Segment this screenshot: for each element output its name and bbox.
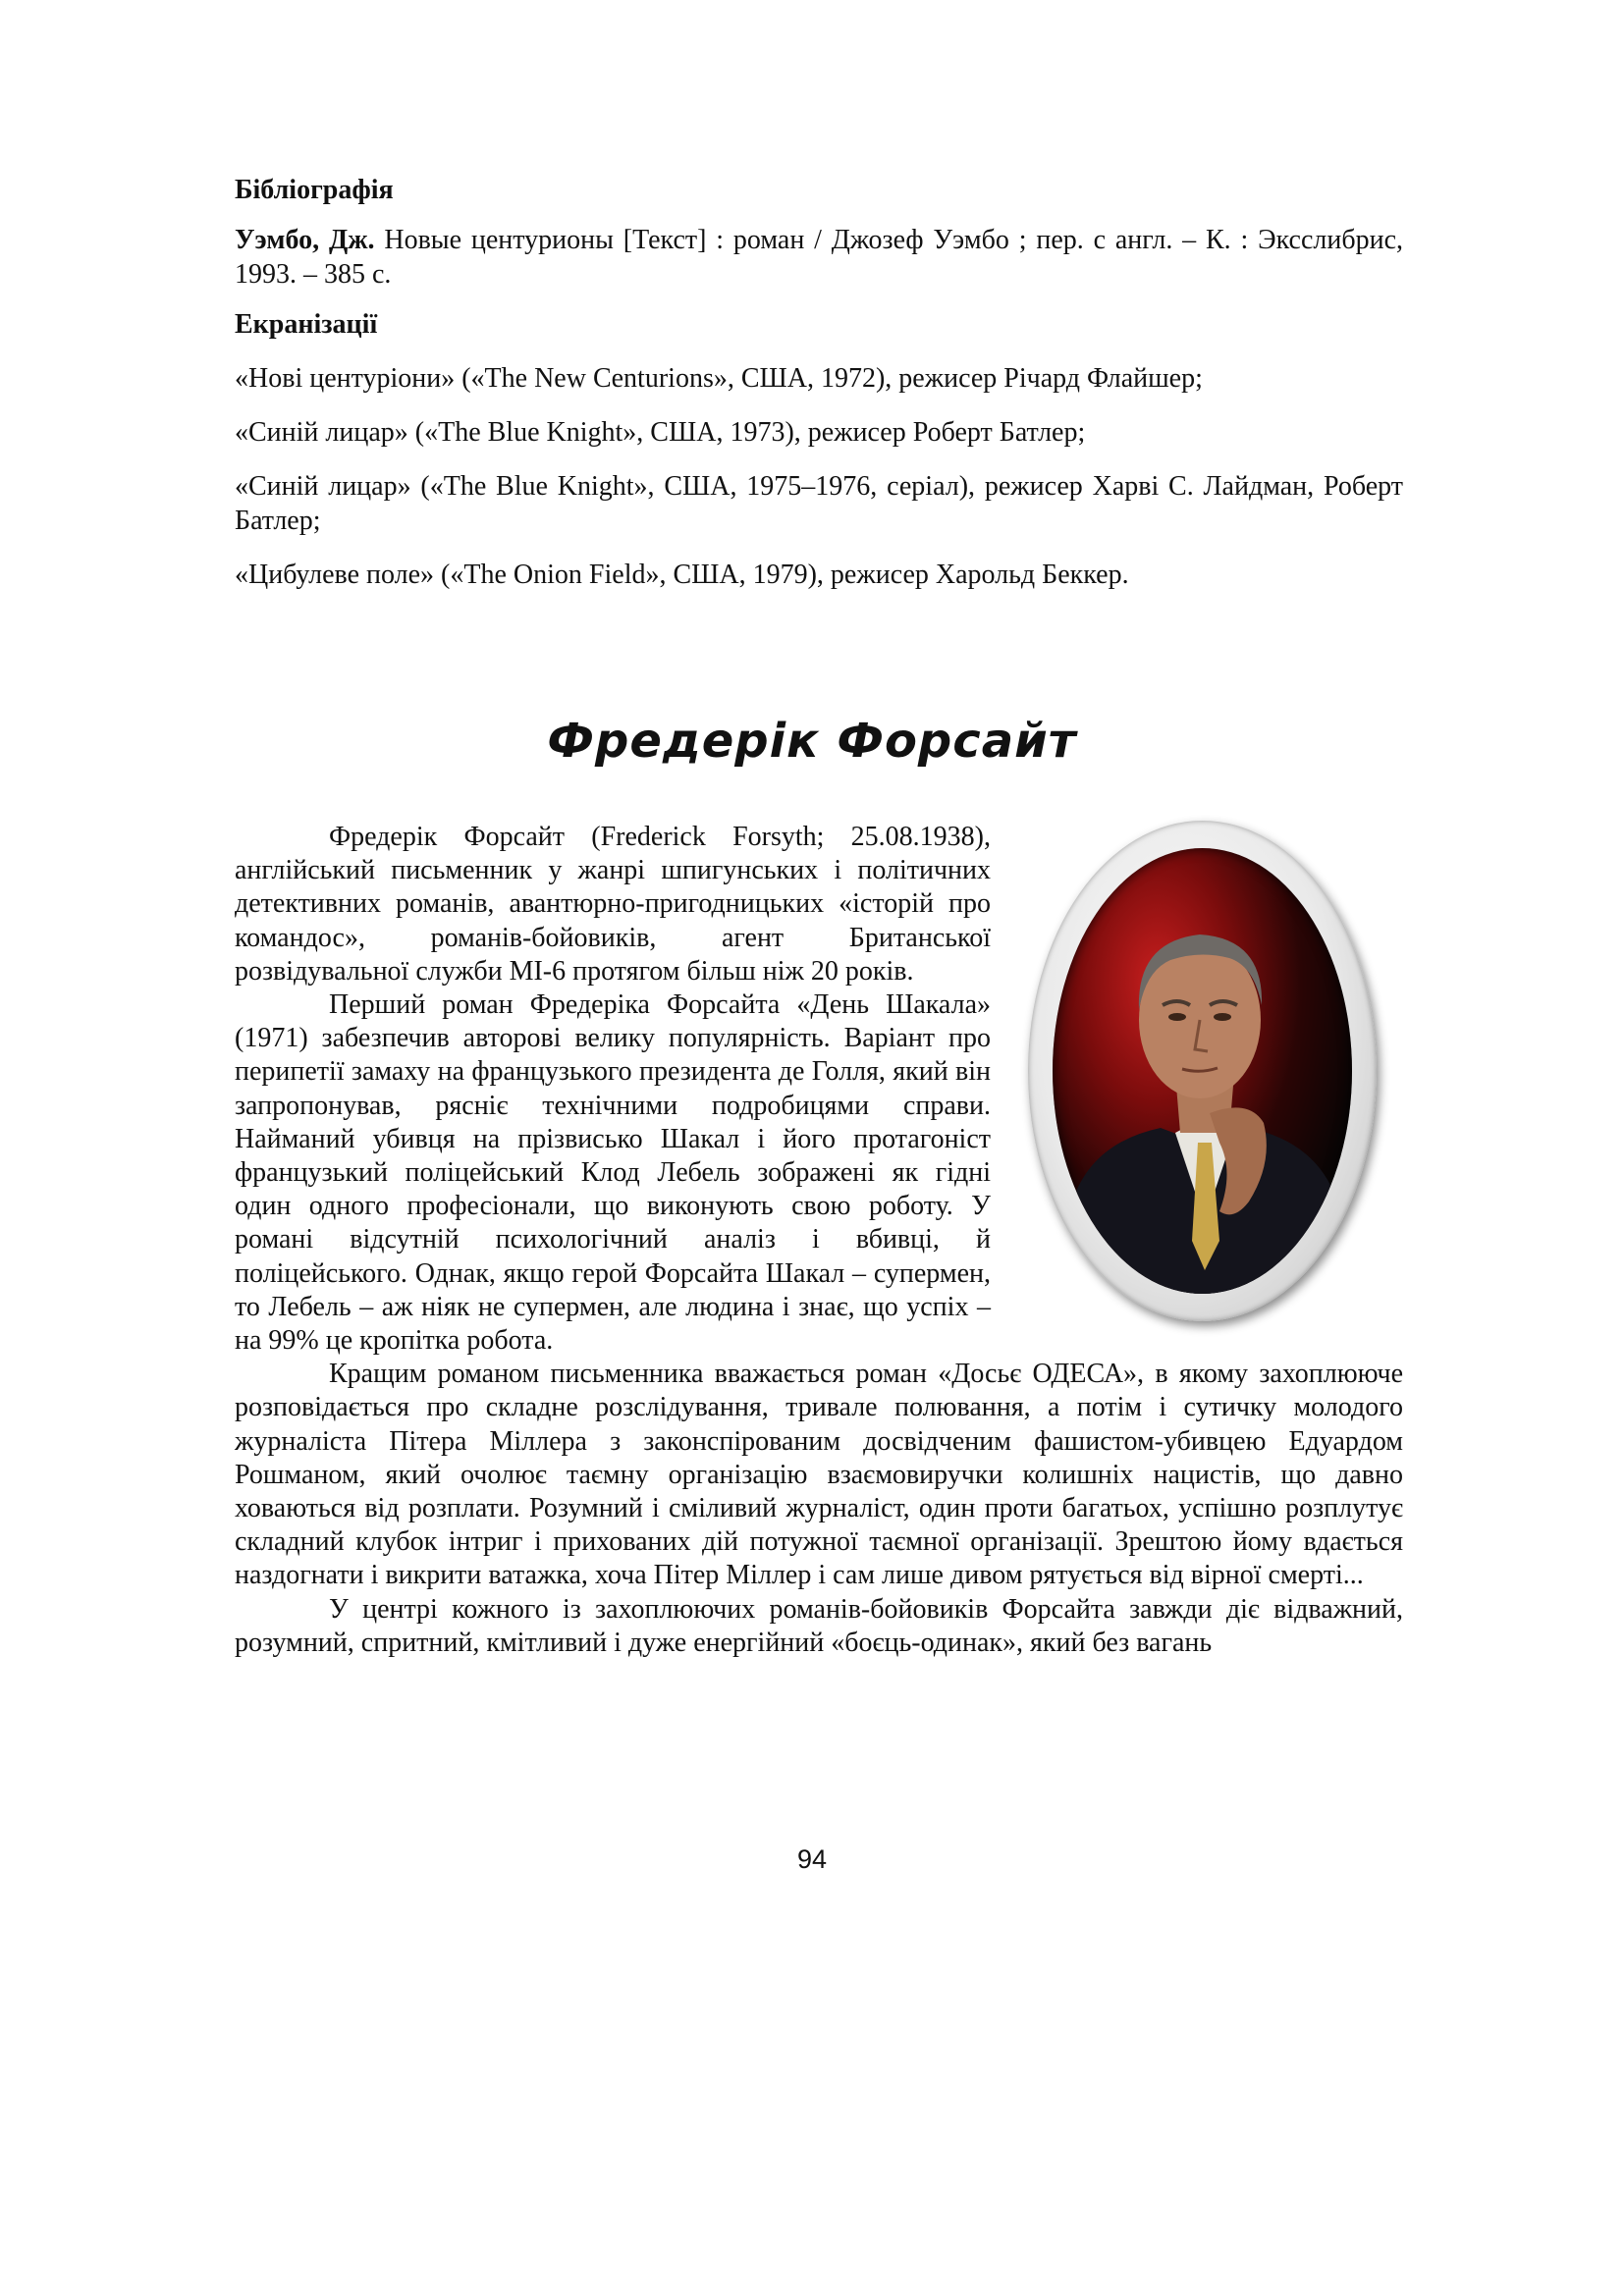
section-title: Фредерік Форсайт xyxy=(547,714,1077,769)
bibliography-heading: Бібліографія xyxy=(235,175,394,205)
portrait-frame xyxy=(1028,821,1377,1321)
biography-paragraph: Перший роман Фредеріка Форсайта «День Шакала» (1971) забезпечив авторові велику популярність. Варіант про перипетії замаху на французького президента де Голля, який він запропонував, рясніє технічними подробицями справи. Найманий убивця на прізвисько Шакал і його протагоніст французький поліцейський Клод Лебель зображені як гідні один одного професіонали, що виконують свою роботу. У романі відсутній психологічний аналіз і вбивці, й поліцейського. Однак, якщо герой Форсайта Шакал – супермен, то Лебель – аж ніяк не супермен, але людина і знає, що успіх – на 99% це кропітка робота. xyxy=(235,989,991,1357)
portrait-silhouette-icon xyxy=(1053,848,1352,1294)
portrait xyxy=(1010,821,1403,1331)
top-section xyxy=(235,173,1403,592)
biography-section xyxy=(235,821,1403,1660)
biography-paragraph: Кращим романом письменника вважається роман «Досьє ОДЕСА», в якому захоплююче розповідається про складне розслідування, тривале полювання, а потім і сутичку молодого журналіста Пітера Міллера з законспірованим досвідченим фашистом-убивцею Едуардом Рошманом, який очолює таємну організацію взаємовиручки колишніх нацистів, що давно ховаються від розплати. Розумний і сміливий журналіст, один проти багатьох, успішно розплутує складний клубок інтриг і прихованих дій потужної таємної організації. Зрештою йому вдається наздогнати і викрити ватажка, хоча Пітер Міллер і сам лише дивом рятується від вірної смерті... xyxy=(235,1359,1403,1591)
biography-paragraph: У центрі кожного із захоплюючих романів-бойовиків Форсайта завжди діє відважний, розумний, спритний, кмітливий і дуже енергійний «боєць-одинак», який без вагань xyxy=(235,1593,1403,1658)
page-number: 94 xyxy=(796,1844,828,1874)
adaptation-item: «Синій лицар» («The Blue Knight», США, 1975–1976, серіал), режисер Харві С. Лайдман, Роберт Батлер; xyxy=(235,471,1403,536)
adaptation-item: «Цибулеве поле» («The Onion Field», США, 1979), режисер Харольд Беккер. xyxy=(235,560,1129,590)
adaptations-heading: Екранізації xyxy=(235,309,378,340)
adaptation-item: «Нові центуріони» («The New Centurions», США, 1972), режисер Річард Флайшер; xyxy=(235,363,1203,394)
adaptation-item: «Синій лицар» («The Blue Knight», США, 1973), режисер Роберт Батлер; xyxy=(235,417,1086,448)
bibliography-details: Новые центурионы [Текст] : роман / Джозеф Уэмбо ; пер. с англ. – К. : Эксслибрис, 1993. – 385 с. xyxy=(235,225,1403,290)
portrait-photo-icon xyxy=(1053,848,1352,1294)
bibliography-entry xyxy=(235,223,1403,292)
biography-paragraph: Фредерік Форсайт (Frederick Forsyth; 25.08.1938), англійський письменник у жанрі шпигунських і політичних детективних романів, авантюрно-пригодницьких «історій про командос», романів-бойовиків, агент Британської розвідувальної служби МІ-6 протягом більш ніж 20 років. xyxy=(235,822,991,987)
bibliography-author: Уэмбо, Дж. xyxy=(235,225,375,255)
